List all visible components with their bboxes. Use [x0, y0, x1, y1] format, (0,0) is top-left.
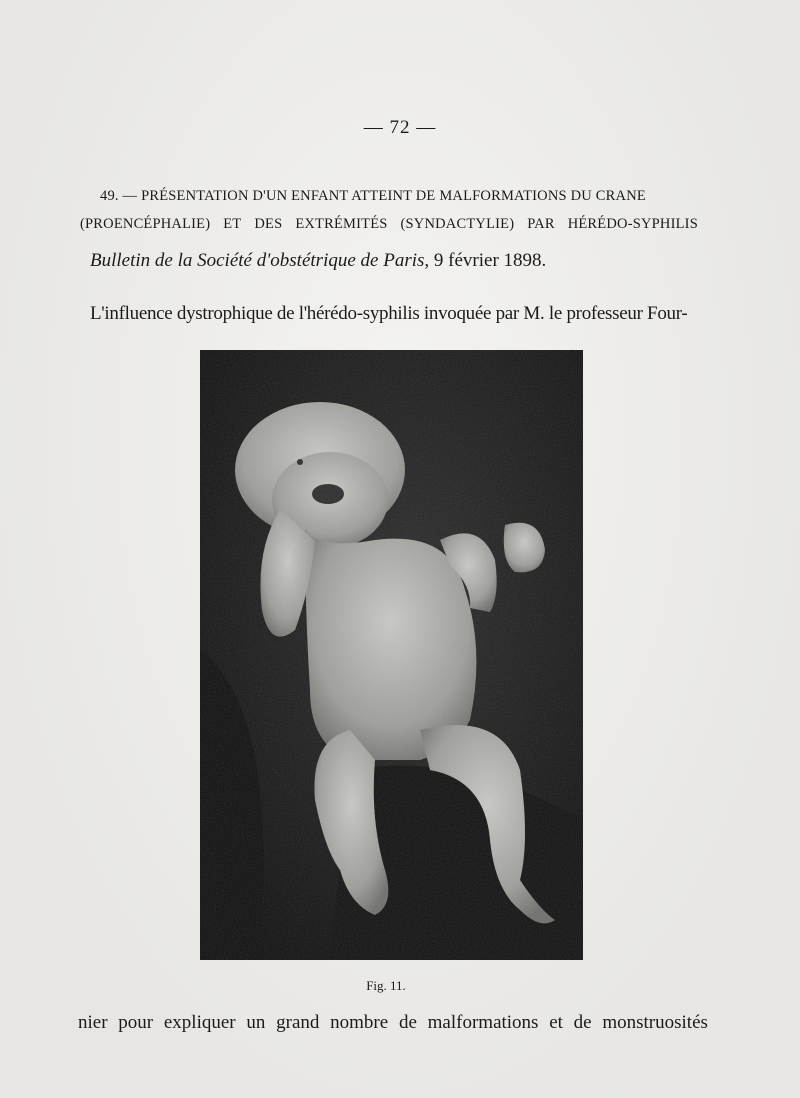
paragraph-word: nombre	[330, 1012, 389, 1033]
heading-word: DES	[254, 216, 283, 232]
infant-photo-illustration	[200, 350, 583, 960]
figure-photograph	[200, 350, 583, 960]
paragraph-line	[78, 1012, 708, 1034]
paragraph-word: expliquer	[163, 1012, 236, 1033]
figure-caption: Fig. 11.	[366, 978, 406, 993]
citation	[90, 250, 546, 272]
heading-word: ET	[223, 216, 242, 232]
paragraph-word: monstruosités	[602, 1012, 708, 1033]
section-heading-line-1: 49. — PRÉSENTATION D'UN ENFANT ATTEINT DE MALFORMATIONS DU CRANE	[100, 188, 646, 204]
paragraph-word: de	[398, 1012, 417, 1033]
heading-word: PAR	[527, 216, 555, 232]
page-number: — 72 —	[363, 117, 437, 138]
paragraph-word: nier	[78, 1012, 108, 1033]
paragraph-word: de	[573, 1012, 592, 1033]
citation-journal: Bulletin de la Société d'obstétrique de Paris,	[90, 250, 430, 271]
heading-word: (SYNDACTYLIE)	[400, 216, 515, 232]
paragraph-line: L'influence dystrophique de l'hérédo-syphilis invoquée par M. le professeur Four-	[90, 303, 688, 324]
paragraph-word: malformations	[427, 1012, 539, 1033]
paragraph-word: grand	[276, 1012, 320, 1033]
paragraph-word: pour	[118, 1012, 154, 1033]
heading-word: EXTRÉMITÉS	[295, 216, 388, 232]
section-heading-line-2	[80, 216, 698, 233]
citation-date: 9 février 1898.	[429, 250, 547, 271]
heading-word: (PROENCÉPHALIE)	[80, 216, 211, 232]
heading-word: HÉRÉDO-SYPHILIS	[567, 216, 698, 232]
paragraph-word: et	[549, 1012, 563, 1033]
paragraph-word: un	[246, 1012, 266, 1033]
